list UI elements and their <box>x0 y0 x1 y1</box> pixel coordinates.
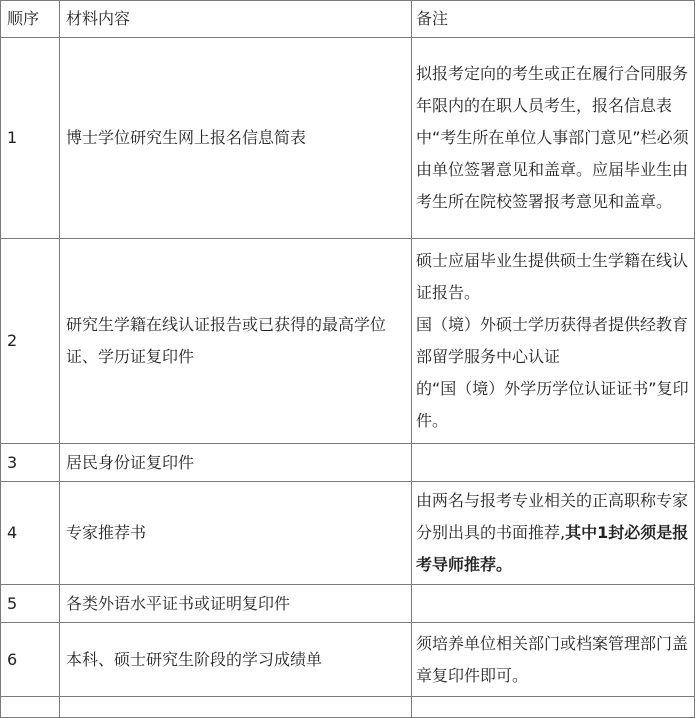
table-row <box>1 482 695 585</box>
row-remark <box>412 585 695 623</box>
row-remark <box>412 482 695 585</box>
row-number: 2 <box>1 239 60 444</box>
row-number: 3 <box>1 444 60 482</box>
table-row <box>1 585 695 623</box>
table-row <box>1 239 695 444</box>
row-number: 4 <box>1 482 60 585</box>
row-content: 本科、硕士研究生阶段的学习成绩单 <box>60 623 412 697</box>
row-remark: 拟报考定向的考生或正在履行合同服务年限内的在职人员考生，报名信息表中“考生所在单位人事部门意见”栏必须由单位签署意见和盖章。应届毕业生由考生所在院校签署报考意见和盖章。 <box>412 38 695 239</box>
remark-text: 由两名与报考专业相关的正高职称专家分别出具的书面推荐, <box>416 491 689 542</box>
row-number: 6 <box>1 623 60 697</box>
row-remark <box>412 444 695 482</box>
header-content: 材料内容 <box>60 1 412 38</box>
row-remark <box>412 239 695 444</box>
header-remark: 备注 <box>412 1 695 38</box>
remark-paragraph: 的“国（境）外学历学位认证证书”复印件。 <box>416 379 689 430</box>
row-content: 专家推荐书 <box>60 482 412 585</box>
remark-paragraph: 硕士应届毕业生提供硕士生学籍在线认证报告。 <box>416 251 689 302</box>
row-remark: 须培养单位相关部门或档案管理部门盖章复印件即可。 <box>412 623 695 697</box>
row-number: 1 <box>1 38 60 239</box>
row-number: 5 <box>1 585 60 623</box>
row-content: 各类外语水平证书或证明复印件 <box>60 585 412 623</box>
row-content: 博士学位研究生网上报名信息简表 <box>60 38 412 239</box>
row-content: 居民身份证复印件 <box>60 444 412 482</box>
table-header-row <box>1 1 695 38</box>
remark-emphasis: 其中1封必须是报考导师推荐。 <box>416 523 689 574</box>
table-row <box>1 444 695 482</box>
table-row <box>1 38 695 239</box>
remark-paragraph: 国（境）外硕士学历获得者提供经教育部留学服务中心认证 <box>416 315 689 366</box>
row-content: 研究生学籍在线认证报告或已获得的最高学位证、学历证复印件 <box>60 239 412 444</box>
header-order: 顺序 <box>1 1 60 38</box>
table-row <box>1 623 695 697</box>
